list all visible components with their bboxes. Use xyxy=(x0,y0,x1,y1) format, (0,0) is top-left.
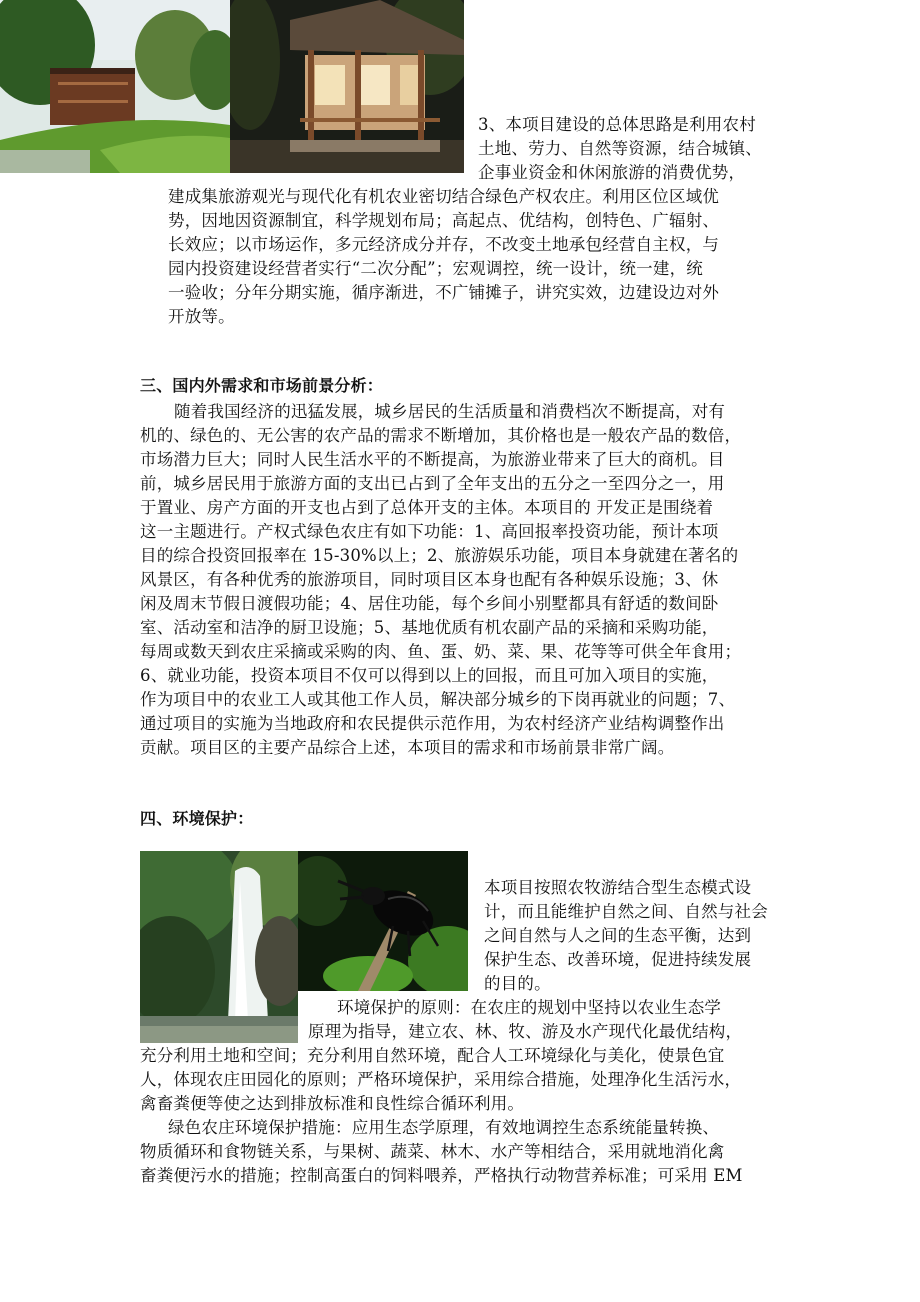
text-line: 目的综合投资回报率在 15-30%以上；2、旅游娱乐功能，项目本身就建在著名的 xyxy=(140,546,739,565)
text-line: 园内投资建设经营者实行“二次分配”；宏观调控，统一设计，统一建，统 xyxy=(168,259,703,278)
text-line: 畜粪便污水的措施；控制高蛋白的饲料喂养，严格执行动物营养标准；可采用 EM xyxy=(140,1166,743,1185)
text-line: 风景区，有各种优秀的旅游项目，同时项目区本身也配有各种娱乐设施；3、休 xyxy=(140,570,719,589)
text-line: 闲及周末节假日渡假功能；4、居住功能，每个乡间小别墅都具有舒适的数间卧 xyxy=(140,594,719,613)
text-line: 贡献。项目区的主要产品综合上述，本项目的需求和市场前景非常广阔。 xyxy=(140,738,675,757)
text-line: 建成集旅游观光与现代化有机农业密切结合绿色产权农庄。利用区位区域优 xyxy=(168,187,720,206)
section-heading: 四、环境保护： xyxy=(140,809,254,828)
text-line: 原理为指导，建立农、林、牧、游及水产现代化最优结构， xyxy=(308,1022,743,1041)
text-line: 每周或数天到农庄采摘或采购的肉、鱼、蛋、奶、菜、果、花等等可供全年食用； xyxy=(140,642,742,661)
text-line: 这一主题进行。产权式绿色农庄有如下功能：1、高回报率投资功能，预计本项 xyxy=(140,522,719,541)
waterfall-photo xyxy=(140,851,298,1043)
text-line: 市场潜力巨大；同时人民生活水平的不断提高，为旅游业带来了巨大的商机。目 xyxy=(140,450,725,469)
section-heading: 三、国内外需求和市场前景分析： xyxy=(140,376,384,395)
text-line: 前，城乡居民用于旅游方面的支出已占到了全年支出的五分之一至四分之一，用 xyxy=(140,474,725,493)
text-line: 本项目按照农牧游结合型生态模式设 xyxy=(484,878,752,897)
night-house-photo xyxy=(230,0,464,173)
text-line: 保护生态、改善环境，促进持续发展 xyxy=(484,950,752,969)
text-line: 6、就业功能，投资本项目不仅可以得到以上的回报，而且可加入项目的实施， xyxy=(140,666,719,685)
text-line: 企事业资金和休闲旅游的消费优势， xyxy=(478,163,746,182)
text-line: 随着我国经济的迅猛发展，城乡居民的生活质量和消费档次不断提高，对有 xyxy=(174,402,726,421)
text-line: 室、活动室和洁净的厨卫设施；5、基地优质有机农副产品的采摘和采购功能， xyxy=(140,618,719,637)
text-line: 充分利用土地和空间；充分利用自然环境，配合人工环境绿化与美化，使景色宜 xyxy=(140,1046,725,1065)
text-line: 长效应；以市场运作，多元经济成分并存，不改变土地承包经营自主权，与 xyxy=(168,235,720,254)
beetle-photo xyxy=(298,851,468,991)
text-line: 计，而且能维护自然之间、自然与社会 xyxy=(484,902,768,921)
text-line: 环境保护的原则：在农庄的规划中坚持以农业生态学 xyxy=(337,998,722,1017)
text-line: 绿色农庄环境保护措施：应用生态学原理，有效地调控生态系统能量转换、 xyxy=(168,1118,720,1137)
text-line: 势，因地因资源制宜，科学规划布局；高起点、优结构，创特色、广辐射、 xyxy=(168,211,720,230)
text-line: 机的、绿色的、无公害的农产品的需求不断增加，其价格也是一般农产品的数倍， xyxy=(140,426,742,445)
text-line: 人，体现农庄田园化的原则；严格环境保护，采用综合措施，处理净化生活污水， xyxy=(140,1070,742,1089)
text-line: 一验收；分年分期实施，循序渐进，不广铺摊子，讲究实效，边建设边对外 xyxy=(168,283,720,302)
lodge-garden-photo xyxy=(0,0,230,173)
text-line: 之间自然与人之间的生态平衡，达到 xyxy=(484,926,752,945)
text-line: 土地、劳力、自然等资源，结合城镇、 xyxy=(478,139,762,158)
text-line: 通过项目的实施为当地政府和农民提供示范作用，为农村经济产业结构调整作出 xyxy=(140,714,725,733)
text-line: 开放等。 xyxy=(168,307,235,326)
text-line: 的目的。 xyxy=(484,974,551,993)
text-line: 物质循环和食物链关系，与果树、蔬菜、林木、水产等相结合，采用就地消化禽 xyxy=(140,1142,725,1161)
text-line: 禽畜粪便等使之达到排放标准和良性综合循环利用。 xyxy=(140,1094,525,1113)
text-line: 于置业、房产方面的开支也占到了总体开支的主体。本项目的 开发正是围绕着 xyxy=(140,498,714,517)
text-line: 作为项目中的农业工人或其他工作人员，解决部分城乡的下岗再就业的问题；7、 xyxy=(140,690,736,709)
text-line: 3、本项目建设的总体思路是利用农村 xyxy=(478,115,756,134)
